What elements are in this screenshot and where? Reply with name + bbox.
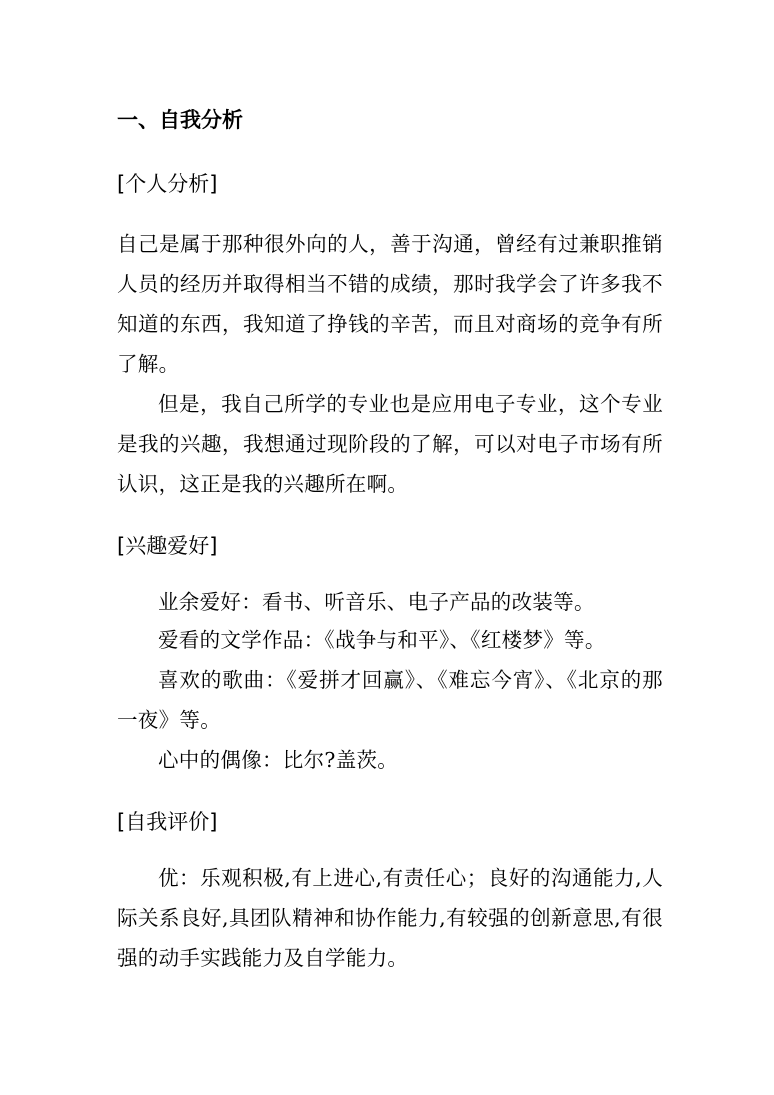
section-heading: 一、自我分析 (117, 108, 243, 132)
hobbies-title: [兴趣爱好] (117, 534, 218, 558)
personal-analysis-title: [个人分析] (117, 172, 218, 196)
personal-analysis-paragraph-1: 自己是属于那种很外向的人，善于沟通，曾经有过兼职推销人员的经历并取得相当不错的成绩，那时我学会了许多我不知道的东西，我知道了挣钱的辛苦，而且对商场的竞争有所了解。 (117, 232, 663, 376)
hobbies-line-3: 喜欢的歌曲：《爱拼才回赢》、《难忘今宵》、《北京的那一夜》等。 (117, 668, 663, 732)
self-evaluation-title: [自我评价] (117, 810, 218, 834)
hobbies-line-4: 心中的偶像：比尔?盖茨。 (158, 748, 399, 772)
hobbies-line-2: 爱看的文学作品：《战争与和平》、《红楼梦》等。 (158, 628, 606, 652)
hobbies-line-1: 业余爱好：看书、听音乐、电子产品的改装等。 (158, 590, 595, 614)
personal-analysis-paragraph-2: 但是，我自己所学的专业也是应用电子专业，这个专业是我的兴趣，我想通过现阶段的了解，可以对电子市场有所认识，这正是我的兴趣所在啊。 (117, 392, 663, 496)
self-evaluation-paragraph: 优：乐观积极,有上进心,有责任心；良好的沟通能力,人际关系良好,具团队精神和协作能力,有较强的创新意思,有很强的动手实践能力及自学能力。 (117, 866, 663, 970)
